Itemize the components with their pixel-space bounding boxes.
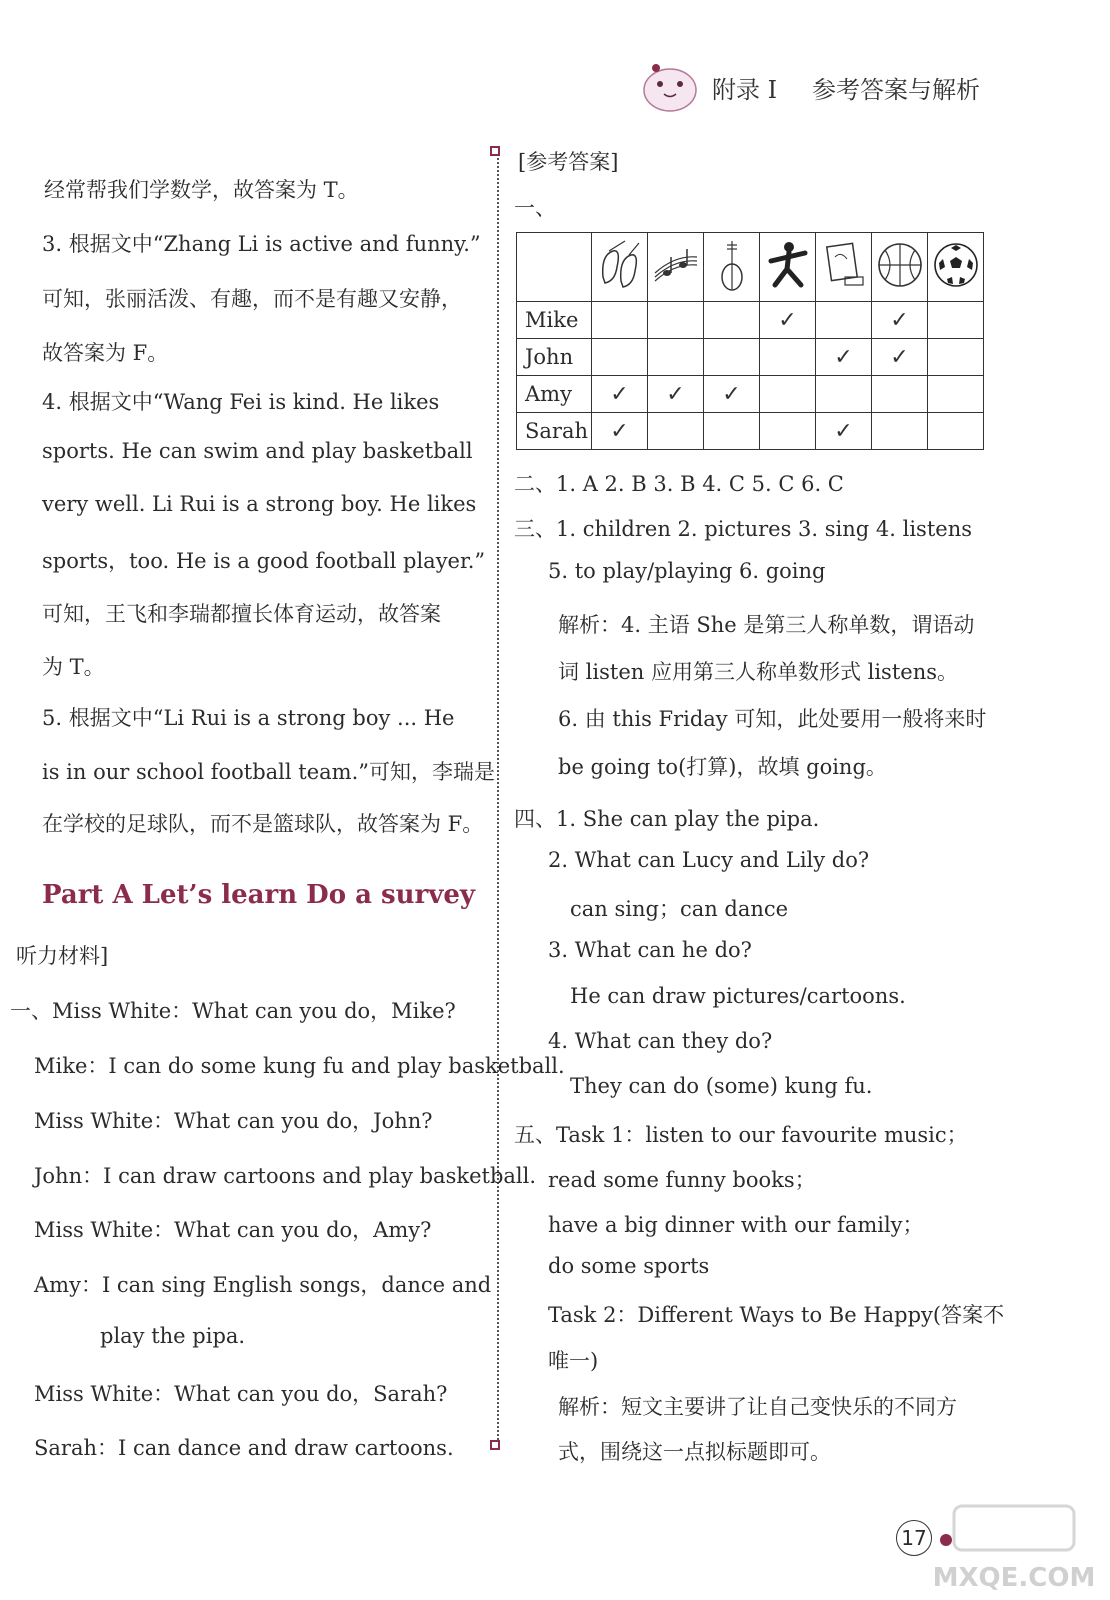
- survey-table: [516, 232, 984, 450]
- row-name: Mike: [517, 302, 592, 339]
- check-mark: ✓: [666, 381, 685, 407]
- section-5-line-5: Task 2：Different Ways to Be Happy(答案不: [548, 1303, 1005, 1327]
- header-title: 参考答案与解析: [812, 76, 980, 104]
- cell: [648, 376, 704, 413]
- cell: [816, 376, 872, 413]
- cell: [760, 413, 816, 450]
- cell: [928, 376, 984, 413]
- pipa-icon: [704, 233, 760, 302]
- page-number-value: 17: [896, 1520, 932, 1556]
- section-3-line-1: 三、1. children 2. pictures 3. sing 4. listens: [514, 517, 972, 541]
- section-5-line-6: 唯一): [548, 1349, 599, 1373]
- cell: [648, 413, 704, 450]
- check-mark: ✓: [610, 418, 629, 444]
- cell: [816, 413, 872, 450]
- check-mark: ✓: [610, 381, 629, 407]
- cell: [872, 302, 928, 339]
- section-3-note-2: 词 listen 应用第三人称单数形式 listens。: [558, 660, 959, 684]
- cell: [704, 413, 760, 450]
- cell: [592, 413, 648, 450]
- left-line-2: 3. 根据文中“Zhang Li is active and funny.”: [42, 232, 481, 256]
- music-notes-icon: [648, 233, 704, 302]
- section-4-line-5: He can draw pictures/cartoons.: [570, 984, 906, 1008]
- left-line-13: 在学校的足球队，而不是篮球队，故答案为 F。: [42, 812, 484, 836]
- basketball-icon: [872, 233, 928, 302]
- drawing-icon: [816, 233, 872, 302]
- mascot-icon: [640, 58, 700, 114]
- section-4-line-1: 四、1. She can play the pipa.: [514, 807, 820, 831]
- part-title: Part A Let’s learn Do a survey: [42, 880, 476, 910]
- cell: [872, 376, 928, 413]
- cell: [592, 302, 648, 339]
- left-line-7: very well. Li Rui is a strong boy. He likes: [42, 492, 477, 516]
- left-line-1: 经常帮我们学数学，故答案为 T。: [44, 178, 359, 202]
- football-icon: [928, 233, 984, 302]
- section-3-line-2: 5. to play/playing 6. going: [548, 559, 826, 583]
- check-mark: ✓: [722, 381, 741, 407]
- section-4-line-3: can sing；can dance: [570, 897, 789, 921]
- dialogue-line-9: Sarah：I can dance and draw cartoons.: [34, 1436, 454, 1460]
- cell: [648, 339, 704, 376]
- dialogue-line-2: Mike：I can do some kung fu and play basketball.: [34, 1054, 565, 1078]
- section-4-line-6: 4. What can they do?: [548, 1029, 773, 1053]
- section-3-note-4: be going to(打算)，故填 going。: [558, 755, 887, 779]
- section-4-line-4: 3. What can he do?: [548, 938, 752, 962]
- table-row: [517, 413, 984, 450]
- check-mark: ✓: [834, 418, 853, 444]
- cell: [592, 339, 648, 376]
- section-3-note-3: 6. 由 this Friday 可知，此处要用一般将来时: [558, 707, 987, 731]
- section-5-note-2: 式，围绕这一点拟标题即可。: [558, 1440, 831, 1464]
- ballet-shoes-icon: [592, 233, 648, 302]
- header-appendix: 附录 I: [712, 76, 778, 104]
- watermark-logo: [930, 1500, 1100, 1595]
- left-line-8: sports，too. He is a good football player.”: [42, 549, 486, 573]
- section-4-line-7: They can do (some) kung fu.: [570, 1074, 873, 1098]
- corner-cell: [517, 233, 592, 302]
- section-1-label: 一、: [514, 196, 556, 220]
- left-line-12: is in our school football team.”可知，李瑞是: [42, 760, 495, 784]
- section-5-note-1: 解析：短文主要讲了让自己变快乐的不同方: [558, 1395, 957, 1419]
- cell: [592, 376, 648, 413]
- left-line-10: 为 T。: [42, 655, 105, 679]
- cell: [872, 339, 928, 376]
- cell: [928, 302, 984, 339]
- section-5-line-4: do some sports: [548, 1254, 710, 1278]
- svg-text:MXQE.COM: MXQE.COM: [932, 1563, 1096, 1593]
- divider-cap-bottom: [490, 1440, 500, 1450]
- cell: [648, 302, 704, 339]
- table-row: [517, 302, 984, 339]
- cell: [816, 302, 872, 339]
- dialogue-line-7: play the pipa.: [100, 1324, 246, 1348]
- check-mark: ✓: [890, 344, 909, 370]
- table-row: [517, 376, 984, 413]
- section-5-line-2: read some funny books；: [548, 1168, 816, 1192]
- icon-row: [517, 233, 984, 302]
- divider-cap-top: [490, 146, 500, 156]
- column-divider: [497, 158, 499, 1448]
- section-5-line-3: have a big dinner with our family；: [548, 1213, 924, 1237]
- dialogue-line-4: John：I can draw cartoons and play basketball.: [34, 1164, 537, 1188]
- section-5-line-1: 五、Task 1：listen to our favourite music；: [514, 1123, 968, 1147]
- cell: [928, 413, 984, 450]
- cell: [704, 339, 760, 376]
- left-line-4: 故答案为 F。: [42, 341, 169, 365]
- kung-fu-icon: [760, 233, 816, 302]
- check-mark: ✓: [778, 307, 797, 333]
- section-3-note-1: 解析：4. 主语 She 是第三人称单数，谓语动: [558, 613, 975, 637]
- left-line-11: 5. 根据文中“Li Rui is a strong boy ... He: [42, 706, 455, 730]
- cell: [760, 339, 816, 376]
- row-name: Sarah: [517, 413, 592, 450]
- cell: [704, 376, 760, 413]
- cell: [872, 413, 928, 450]
- check-mark: ✓: [890, 307, 909, 333]
- listening-title: 听力材料]: [16, 944, 109, 968]
- left-line-6: sports. He can swim and play basketball: [42, 439, 473, 463]
- cell: [760, 376, 816, 413]
- cell: [760, 302, 816, 339]
- left-line-9: 可知，王飞和李瑞都擅长体育运动，故答案: [42, 602, 441, 626]
- dialogue-line-1: 一、Miss White：What can you do，Mike?: [10, 999, 456, 1023]
- left-line-5: 4. 根据文中“Wang Fei is kind. He likes: [42, 390, 440, 414]
- cell: [704, 302, 760, 339]
- row-name: Amy: [517, 376, 592, 413]
- check-mark: ✓: [834, 344, 853, 370]
- dialogue-line-5: Miss White：What can you do，Amy?: [34, 1218, 432, 1242]
- table-row: [517, 339, 984, 376]
- cell: [928, 339, 984, 376]
- dialogue-line-3: Miss White：What can you do，John?: [34, 1109, 433, 1133]
- answer-title: [参考答案]: [518, 150, 619, 174]
- row-name: John: [517, 339, 592, 376]
- section-4-line-2: 2. What can Lucy and Lily do?: [548, 848, 870, 872]
- dialogue-line-6: Amy：I can sing English songs，dance and: [34, 1273, 492, 1297]
- dialogue-line-8: Miss White：What can you do，Sarah?: [34, 1382, 448, 1406]
- cell: [816, 339, 872, 376]
- section-2: 二、1. A 2. B 3. B 4. C 5. C 6. C: [514, 472, 844, 496]
- left-line-3: 可知，张丽活泼、有趣，而不是有趣又安静，: [42, 287, 462, 311]
- page-header: [640, 58, 1080, 118]
